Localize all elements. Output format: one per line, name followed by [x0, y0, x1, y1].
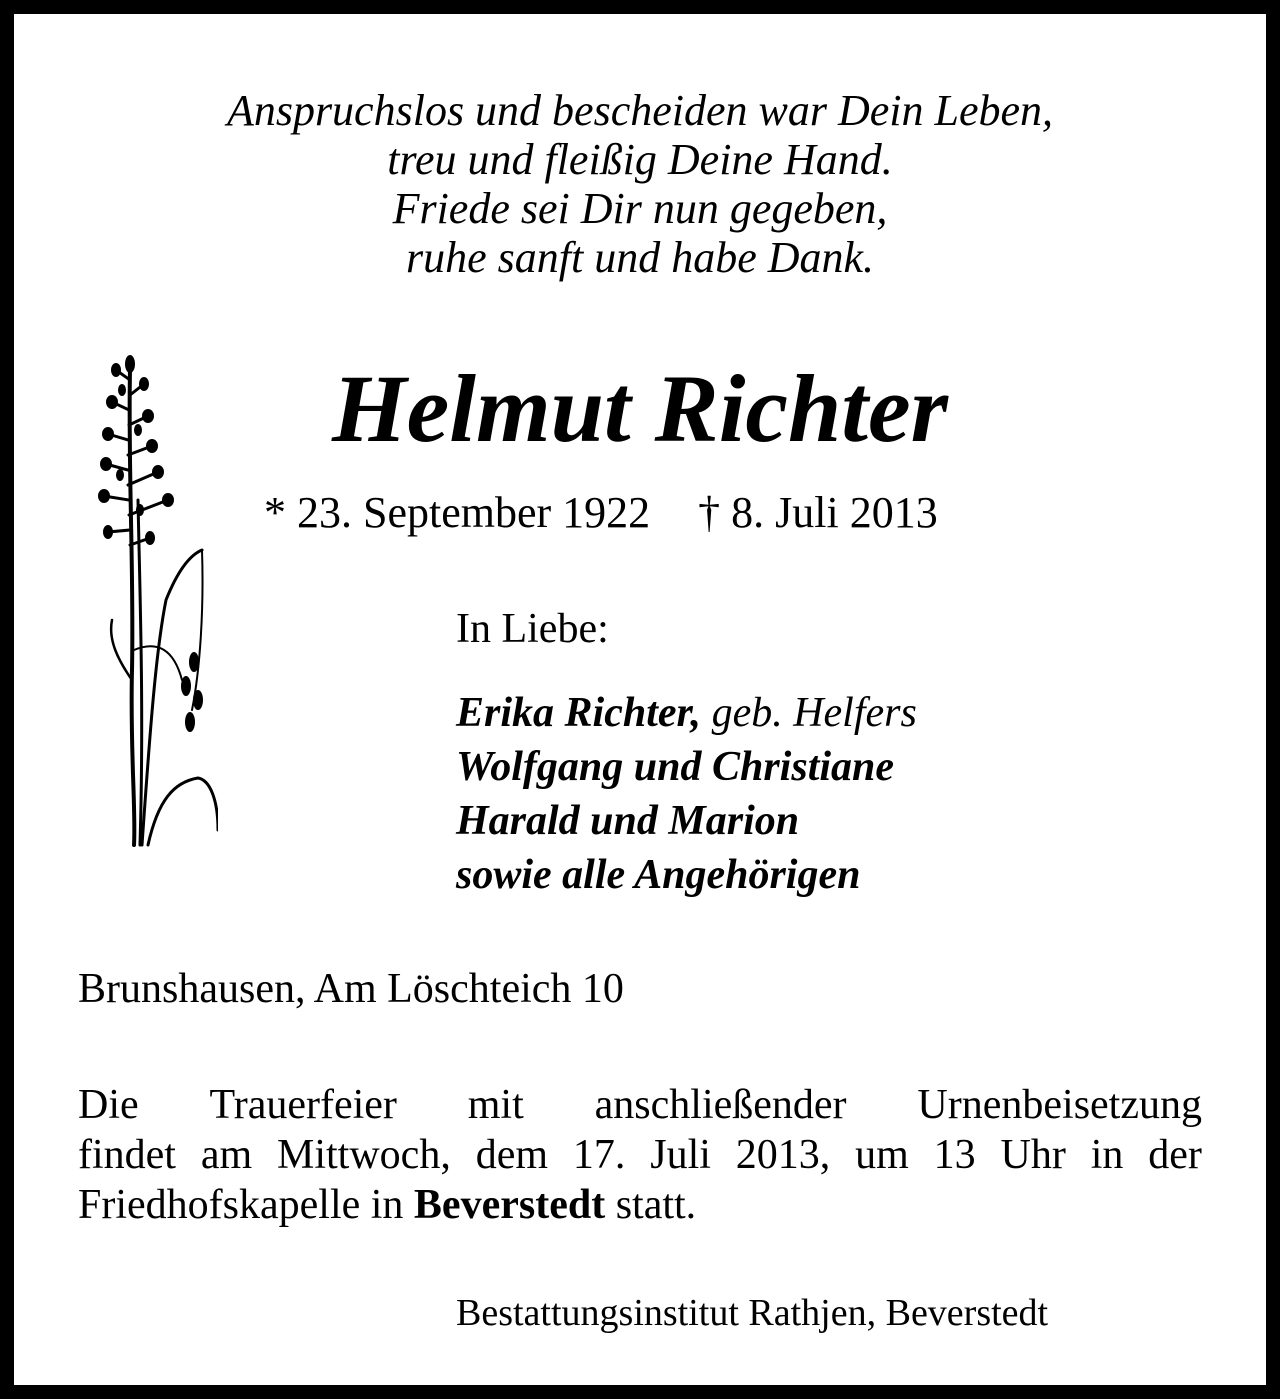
- word: Die: [78, 1082, 139, 1128]
- poem-line: Friede sei Dir nun gegeben,: [392, 184, 888, 233]
- word: in: [1090, 1132, 1124, 1178]
- service-announcement: [78, 1080, 1202, 1230]
- word: Uhr: [1000, 1132, 1066, 1178]
- maiden-name: geb. Helfers: [701, 690, 917, 736]
- funeral-home: Bestattungsinstitut Rathjen, Beverstedt: [456, 1292, 1049, 1334]
- word: Trauerfeier: [209, 1082, 397, 1128]
- word: um: [855, 1132, 909, 1178]
- word: findet: [78, 1132, 176, 1178]
- deceased-name: Helmut Richter: [331, 355, 949, 462]
- service-text: Friedhofskapelle in: [78, 1182, 414, 1228]
- word: Juli: [650, 1132, 711, 1178]
- birth-date: * 23. September 1922: [264, 488, 651, 537]
- life-dates: [264, 488, 938, 538]
- word: 2013,: [735, 1132, 831, 1178]
- poem-line: Anspruchslos und bescheiden war Dein Leben,: [226, 86, 1054, 135]
- mourner-line: [456, 686, 917, 740]
- service-place: Beverstedt: [413, 1182, 606, 1228]
- word: 13: [933, 1132, 976, 1178]
- word: dem: [475, 1132, 548, 1178]
- word: der: [1148, 1132, 1202, 1178]
- word: anschließender: [594, 1082, 847, 1128]
- mourners-label: In Liebe:: [456, 606, 609, 652]
- obituary-notice: [14, 14, 1266, 1385]
- home-address: Brunshausen, Am Löschteich 10: [78, 966, 624, 1012]
- death-date: † 8. Juli 2013: [698, 488, 938, 537]
- mourner-name: Erika Richter,: [456, 690, 702, 736]
- service-text: statt.: [605, 1182, 697, 1228]
- word: mit: [467, 1082, 524, 1128]
- mourner-line: Wolfgang und Christiane: [456, 744, 895, 790]
- service-line-3: [78, 1180, 1202, 1230]
- poem-line: treu und fleißig Deine Hand.: [387, 135, 893, 184]
- mourner-line: sowie alle Angehörigen: [456, 852, 861, 898]
- memorial-poem: [14, 86, 1266, 282]
- service-line-2: [78, 1130, 1202, 1180]
- mourner-line: Harald und Marion: [456, 798, 800, 844]
- service-line-1: [78, 1080, 1202, 1130]
- word: Mittwoch,: [277, 1132, 451, 1178]
- word: 17.: [572, 1132, 626, 1178]
- word: Urnenbeisetzung: [917, 1082, 1202, 1128]
- word: am: [200, 1132, 253, 1178]
- mourners-list: [456, 686, 917, 902]
- poem-line: ruhe sanft und habe Dank.: [405, 233, 875, 282]
